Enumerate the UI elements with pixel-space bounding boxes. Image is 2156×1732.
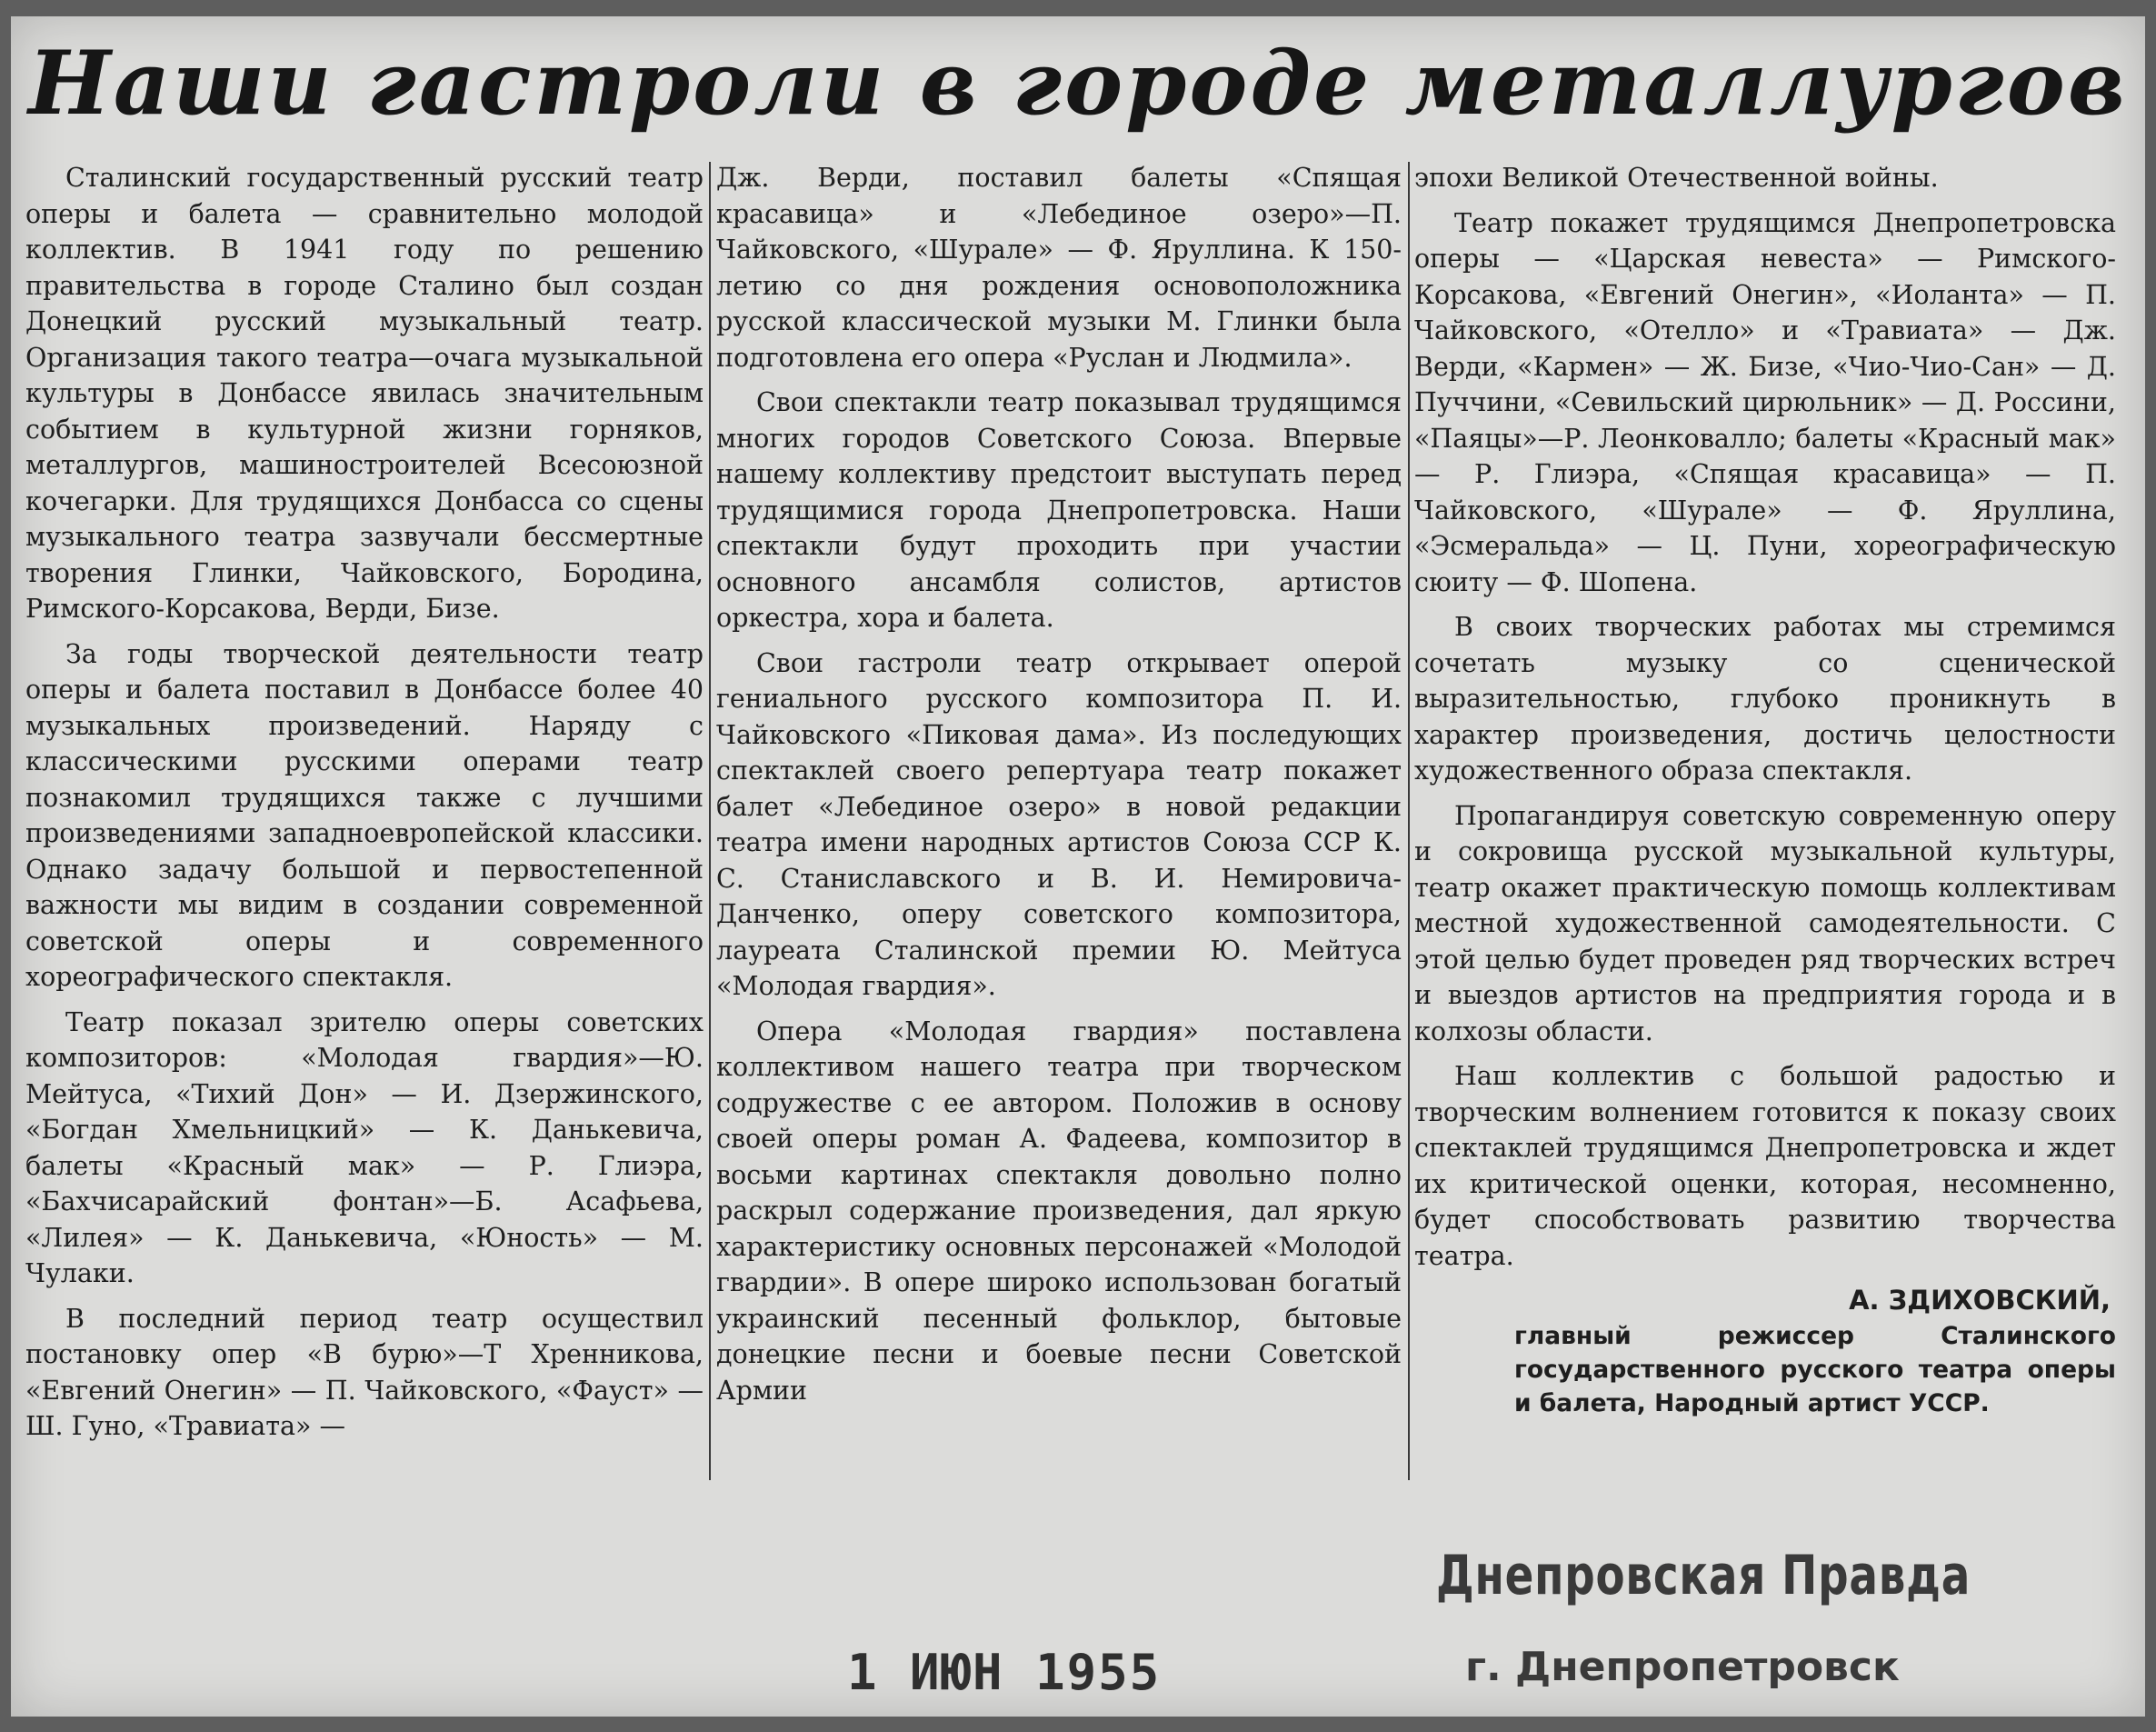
paragraph: Театр показал зрителю оперы советских композиторов: «Молодая гвардия»—Ю. Мейтуса, «Тихий Дон» — И. Дзержинского, «Богдан Хмельницкий» — К. Данькевича, балеты «Красный мак» — Р. Глиэра, «Бахчисарайский фонтан»—Б. Асафьева, «Лилея» — К. Данькевича, «Юность» — М. Чулаки. xyxy=(25,1006,704,1288)
column-divider xyxy=(1408,162,1410,1480)
column-divider xyxy=(709,162,711,1480)
paragraph: Дж. Верди, поставил балеты «Спящая красавица» и «Лебединое озеро»—П. Чайковского, «Шурале» — Ф. Яруллина. К 150-летию со дня рождения основоположника русской классической музыки М. Глинки была подготовлена его опера «Руслан и Людмила». xyxy=(716,163,1402,373)
paragraph: В последний период театр осуществил постановку опер «В бурю»—Т Хренникова, «Евгений Онегин» — П. Чайковского, «Фауст» — Ш. Гуно, «Травиата» — xyxy=(25,1303,704,1441)
city-stamp: г. Днепропетровск xyxy=(1465,1644,1900,1690)
paragraph: Театр покажет трудящимся Днепропетровска оперы — «Царская невеста» — Римского-Корсакова, «Евгений Онегин», «Иоланта» — П. Чайковского, «Отелло» и «Травиата» — Дж. Верди, «Кармен» — Ж. Бизе, «Чио-Чио-Сан» — Д. Пуччини, «Севильский цирюльник» — Д. Россини, «Паяцы»—Р. Леонковалло; балеты «Красный мак» — Р. Глиэра, «Спящая красавица» — П. Чайковского, «Шурале» — Ф. Яруллина, «Эсмеральда» — Ц. Пуни, хореографическую сюиту — Ф. Шопена. xyxy=(1414,207,2116,597)
paragraph: Сталинский государственный русский театр оперы и балета — сравнительно молодой коллектив. В 1941 году по решению правительства в городе Сталино был создан Донецкий русский музыкальный театр. Организация такого театра—очага музыкальной культуры в Донбассе явилась значительным событием в культурной жизни горняков, металлургов, машиностроителей Всесоюзной кочегарки. Для трудящихся Донбасса со сцены музыкального театра зазвучали бессмертные творения Глинки, Чайковского, Бородина, Римского-Корсакова, Верди, Бизе. xyxy=(25,163,704,624)
author-signature xyxy=(1414,1283,2116,1420)
paragraph: Опера «Молодая гвардия» поставлена коллективом нашего театра при творческом содружестве с ее автором. Положив в основу своей оперы роман А. Фадеева, композитор в восьми картинах спектакля довольно полно раскрыл содержание произведения, дал яркую характеристику основных персонажей «Молодой гвардии». В опере широко использован богатый украинский песенный фольклор, бытовые донецкие песни и боевые песни Советской Армии xyxy=(716,1016,1402,1406)
paragraph: Пропагандируя советскую современную оперу и сокровища русской музыкальной культуры, театр окажет практическую помощь коллективам местной художественной самодеятельности. С этой целью будет проведен ряд творческих встреч и выездов артистов на предприятия города и в колхозы области. xyxy=(1414,800,2116,1046)
article-column-1 xyxy=(25,160,704,1487)
paragraph: В своих творческих работах мы стремимся сочетать музыку со сценической выразительностью, глубоко проникнуть в характер произведения, достичь целостности художественного образа спектакля. xyxy=(1414,612,2116,786)
article-column-2 xyxy=(716,160,1402,1487)
article-headline: Наши гастроли в городе металлургов xyxy=(28,32,2128,135)
date-stamp: 1 ИЮН 1955 xyxy=(847,1644,1162,1701)
newspaper-clipping xyxy=(11,16,2145,1717)
paragraph: Наш коллектив с большой радостью и творческим волнением готовится к показу своих спектаклей трудящимся Днепропетровска и ждет их критической оценки, которая, несомненно, будет способствовать развитию творчества театра. xyxy=(1414,1061,2116,1271)
article-column-3 xyxy=(1414,160,2116,1487)
paragraph: За годы творческой деятельности театр оперы и балета поставил в Донбассе более 40 музыкальных произведений. Наряду с классическими русскими операми театр познакомил трудящихся также с лучшими произведениями западноевропейской классики. Однако задачу большой и первостепенной важности мы видим в создании современной советской оперы и современного хореографического спектакля. xyxy=(25,638,704,992)
newspaper-stamp: Днепровская Правда xyxy=(1436,1544,1971,1607)
author-name: А. ЗДИХОВСКИЙ, xyxy=(1849,1285,2111,1316)
paragraph: эпохи Великой Отечественной войны. xyxy=(1414,163,1939,193)
author-title: главный режиссер Сталинского государственного русского театра оперы и балета, Народный артист УССР. xyxy=(1514,1321,2116,1417)
paragraph: Свои спектакли театр показывал трудящимся многих городов Советского Союза. Впервые нашему коллективу предстоит выступать перед трудящимися города Днепропетровска. Наши спектакли будут проходить при участии основного ансамбля солистов, артистов оркестра, хора и балета. xyxy=(716,387,1402,633)
paragraph: Свои гастроли театр открывает оперой гениального русского композитора П. И. Чайковского «Пиковая дама». Из последующих спектаклей своего репертуара театр покажет балет «Лебединое озеро» в новой редакции театра имени народных артистов Союза ССР К. С. Станиславского и В. И. Немировича-Данченко, оперу советского композитора, лауреата Сталинской премии Ю. Мейтуса «Молодая гвардия». xyxy=(716,647,1402,1001)
